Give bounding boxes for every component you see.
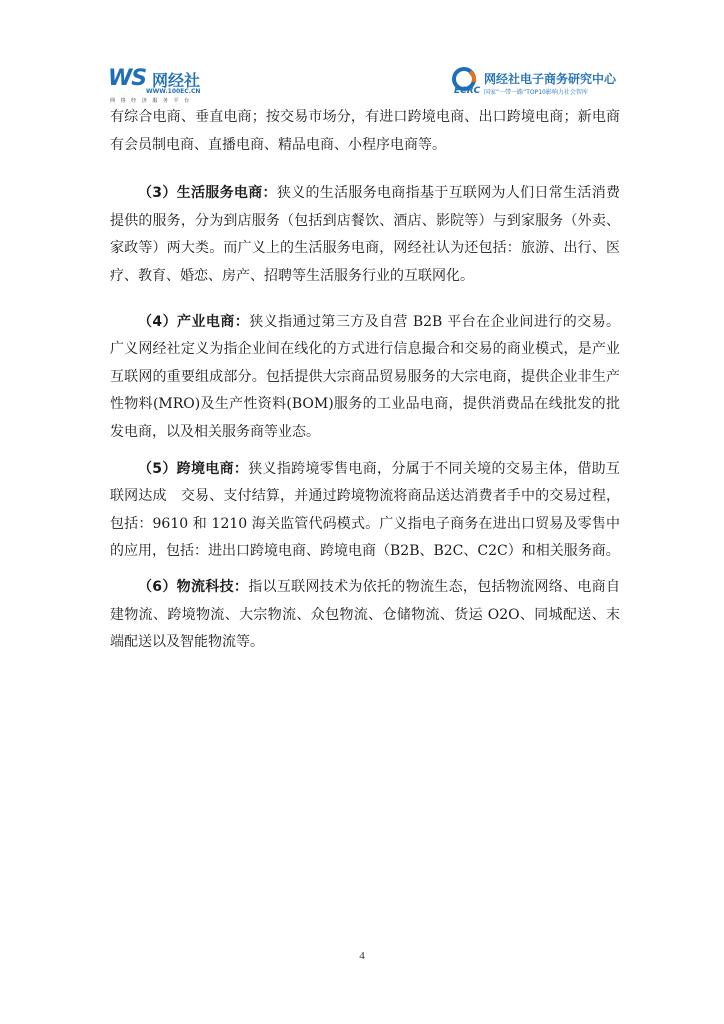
section-cross-border	[110, 456, 620, 566]
page-header	[0, 0, 724, 110]
section-heading: （6）物流科技：	[138, 578, 249, 595]
ecrc-logo	[450, 66, 620, 106]
page-number: 4	[359, 950, 365, 962]
wangjingshe-logo	[108, 66, 238, 106]
section-text: 狭义指通过第三方及自营 B2B 平台在企业间进行的交易。广义网经社定义为指企业间在线化的方式进行信息撮合和交易的商业模式，是产业互联网的重要组成部分。包括提供大宗商品贸易服务的大宗电商，提供企业非生产性物料(MRO)及生产性资料(BOM)服务的工业品电商，提供消费品在线批发的批发电商，以及相关服务商等业态。	[110, 313, 620, 440]
logo-name: 网经社	[152, 71, 201, 90]
section-industrial-ecommerce	[110, 309, 620, 447]
ecrc-title: 网经社电子商务研究中心	[484, 72, 617, 86]
logo-url: WWW.100EC.CN	[146, 88, 201, 95]
section-life-services	[110, 180, 620, 290]
ws-logo-mark: WS	[108, 66, 147, 91]
section-text: 狭义指跨境零售电商，分属于不同关境的交易主体，借助互联网达成 交易、支付结算，并通过跨境物流将商品送达消费者手中的交易过程，包括：9610 和 1210 海关监管代码模式。广义指电子商务在进出口贸易及零售中的应用，包括：进出口跨境电商、跨境电商（B2B、B2C、C2C）和相关服务商。	[110, 460, 620, 560]
document-body	[110, 104, 620, 657]
section-text: 狭义的生活服务电商指基于互联网为人们日常生活消费提供的服务，分为到店服务（包括到店餐饮、酒店、影院等）与到家服务（外卖、家政等）两大类。而广义上的生活服务电商，网经社认为还包括：旅游、出行、医疗、教育、婚恋、房产、招聘等生活服务行业的互联网化。	[110, 185, 621, 284]
section-text: 指以互联网技术为依托的物流生态，包括物流网络、电商自建物流、跨境物流、大宗物流、众包物流、仓储物流、货运 O2O、同城配送、末端配送以及智能物流等。	[110, 578, 620, 651]
section-logistics-tech	[110, 574, 620, 657]
ecrc-mark: ECRC	[454, 86, 481, 96]
section-heading: （3）生活服务电商：	[138, 185, 277, 202]
logo-tagline: 网 络 经 济 服 务 平 台	[110, 98, 192, 104]
section-heading: （4）产业电商：	[138, 313, 250, 330]
continuation-paragraph: 有综合电商、垂直电商；按交易市场分，有进口跨境电商、出口跨境电商；新电商有会员制电商、直播电商、精品电商、小程序电商等。	[110, 109, 620, 153]
section-heading: （5）跨境电商：	[138, 460, 249, 477]
ecrc-subtitle: 国家“一带一路”TOP10影响力社会智库	[484, 89, 588, 96]
